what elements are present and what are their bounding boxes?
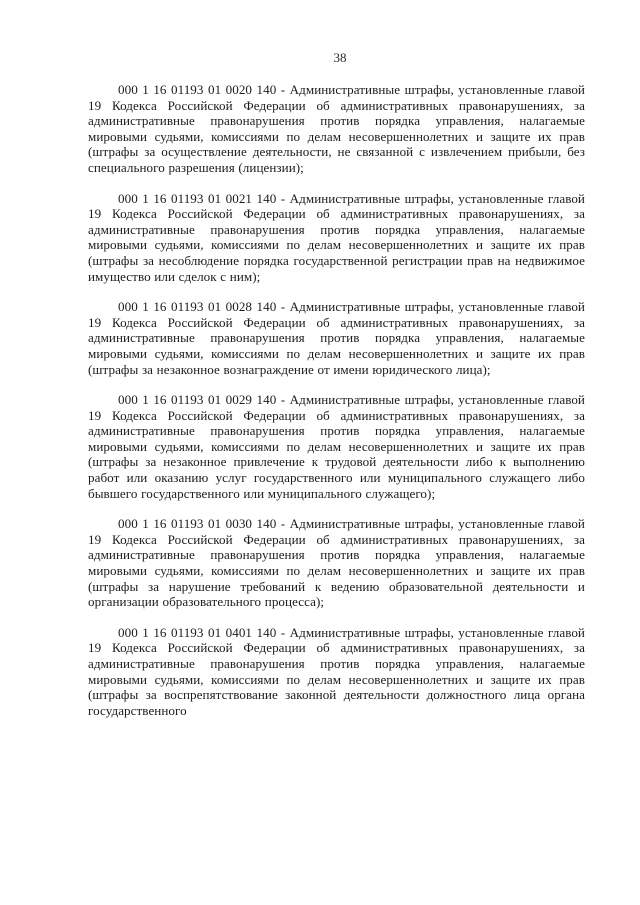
paragraph-0021: 000 1 16 01193 01 0021 140 - Административные штрафы, установленные главой 19 Кодекса Российской Федерации об административных правонарушениях, за административные правонарушения против порядка управления, налагаемые мировыми судьями, комиссиями по делам несовершеннолетних и защите их прав (штрафы за несоблюдение порядка государственной регистрации прав на недвижимое имущество или сделок с ним); [88, 190, 585, 284]
paragraph-0028: 000 1 16 01193 01 0028 140 - Административные штрафы, установленные главой 19 Кодекса Российской Федерации об административных правонарушениях, за административные правонарушения против порядка управления, налагаемые мировыми судьями, комиссиями по делам несовершеннолетних и защите их прав (штрафы за незаконное вознаграждение от имени юридического лица); [88, 299, 585, 377]
page-number: 38 [333, 50, 347, 65]
paragraph-0020: 000 1 16 01193 01 0020 140 - Административные штрафы, установленные главой 19 Кодекса Российской Федерации об административных правонарушениях, за административные правонарушения против порядка управления, налагаемые мировыми судьями, комиссиями по делам несовершеннолетних и защите их прав (штрафы за осуществление деятельности, не связанной с извлечением прибыли, без специального разрешения (лицензии); [88, 82, 585, 175]
document-body [88, 82, 585, 718]
paragraph-0401: 000 1 16 01193 01 0401 140 - Административные штрафы, установленные главой 19 Кодекса Российской Федерации об административных правонарушениях, за административные правонарушения против порядка управления, налагаемые мировыми судьями, комиссиями по делам несовершеннолетних и защите их прав (штрафы за воспрепятствование законной деятельности должностного лица органа государственного [88, 624, 585, 718]
paragraph-0029: 000 1 16 01193 01 0029 140 - Административные штрафы, установленные главой 19 Кодекса Российской Федерации об административных правонарушениях, за административные правонарушения против порядка управления, налагаемые мировыми судьями, комиссиями по делам несовершеннолетних и защите их прав (штрафы за незаконное привлечение к трудовой деятельности либо к выполнению работ или оказанию услуг государственного или муниципального служащего либо бывшего государственного или муниципального служащего); [88, 392, 585, 501]
paragraph-0030: 000 1 16 01193 01 0030 140 - Административные штрафы, установленные главой 19 Кодекса Российской Федерации об административных правонарушениях, за административные правонарушения против порядка управления, налагаемые мировыми судьями, комиссиями по делам несовершеннолетних и защите их прав (штрафы за нарушение требований к ведению образовательной деятельности и организации образовательного процесса); [88, 516, 585, 610]
